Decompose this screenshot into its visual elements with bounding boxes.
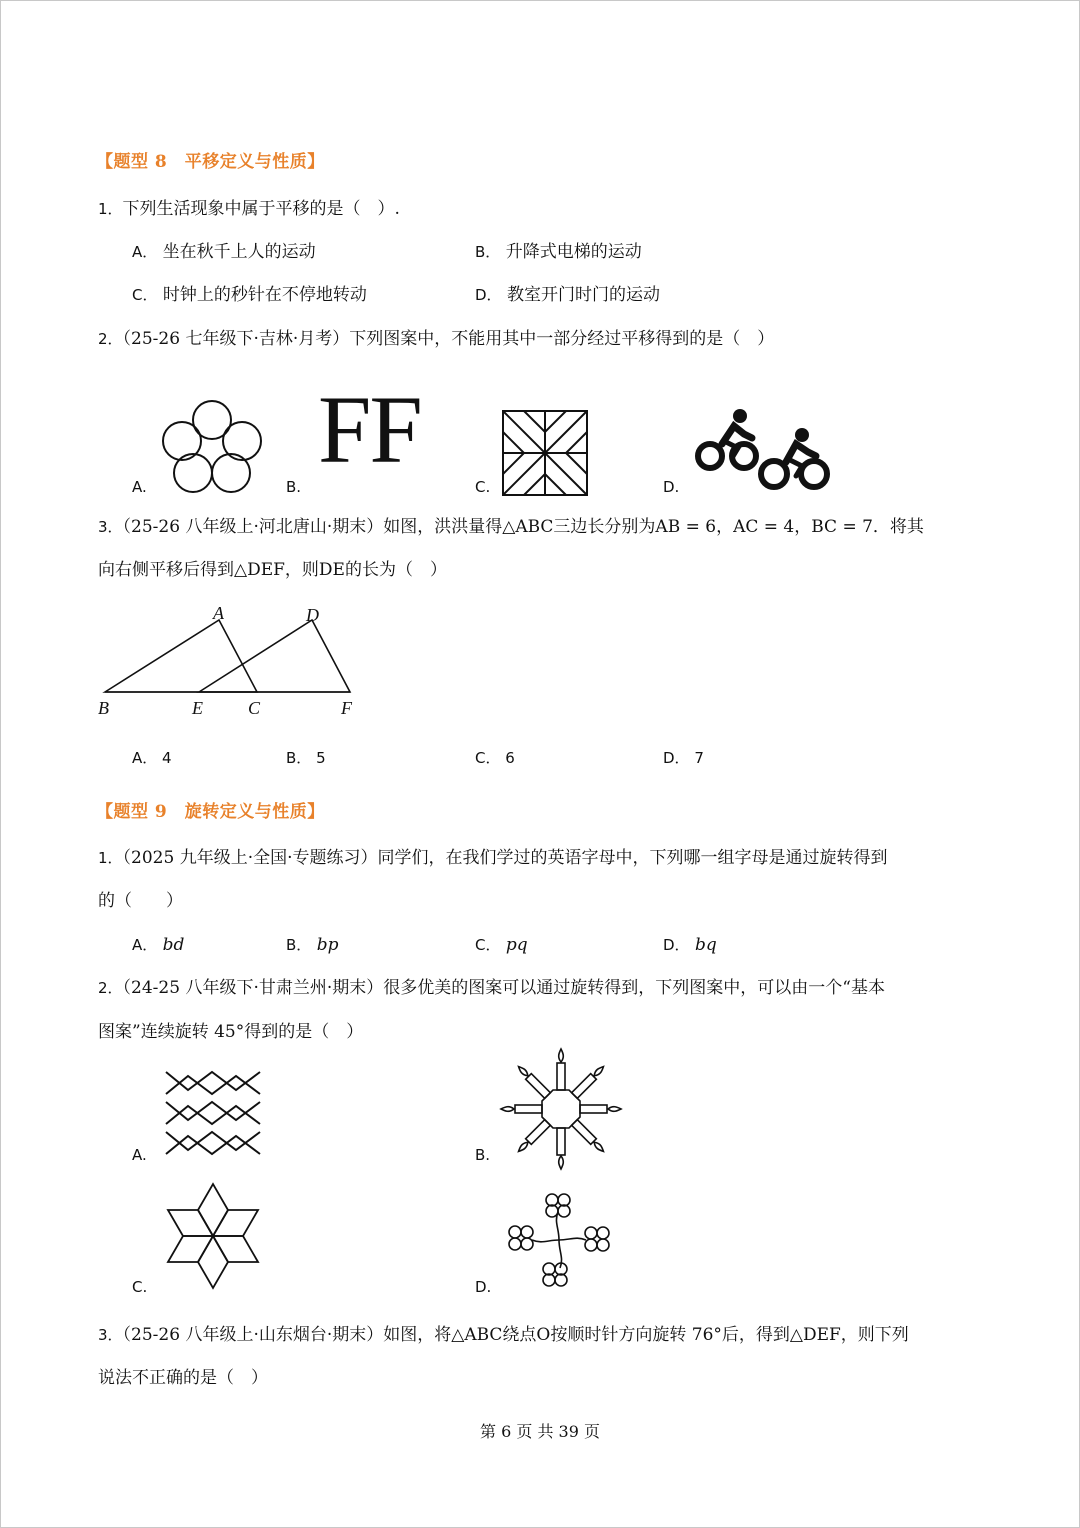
option-8-1-c: C． 时钟上的秒针在不停地转动 — [132, 285, 367, 305]
question-9-1-line1: 1．（2025 九年级上·全国·专题练习）同学们，在我们学过的英语字母中，下列哪一组字母是通过旋转得到 — [98, 848, 888, 868]
figure-six-rhombus-star — [160, 1180, 266, 1292]
option-8-1-d: D． 教室开门时门的运动 — [475, 285, 660, 305]
option-9-1-c: C． pq — [475, 935, 528, 955]
figure-ff-text: FF — [318, 376, 421, 483]
figure-candle-star — [502, 1050, 620, 1168]
question-8-1 — [98, 198, 400, 220]
label-point-d: D — [306, 605, 319, 625]
label-point-a: A — [213, 603, 224, 623]
option-9-2-a: A. — [132, 1146, 147, 1164]
figure-x-pattern — [502, 410, 588, 496]
section-8-title: 【题型 8 平移定义与性质】 — [96, 152, 325, 172]
question-9-2-line1: 2．（24-25 八年级下·甘肃兰州·期末）很多优美的图案可以通过旋转得到，下列图案中，可以由一个“基本 — [98, 978, 885, 998]
figure-clover-pattern — [502, 1188, 616, 1292]
option-9-1-b: B． bp — [286, 935, 339, 955]
page-footer: 第 6 页 共 39 页 — [480, 1422, 600, 1441]
question-8-3-line2: 向右侧平移后得到△DEF，则DE的长为（ ） — [98, 560, 447, 580]
label-point-f: F — [341, 698, 352, 718]
section-9-title: 【题型 9 旋转定义与性质】 — [96, 802, 325, 822]
figure-zigzag-bands — [160, 1064, 268, 1166]
question-9-3-line1: 3．（25-26 八年级上·山东烟台·期末）如图，将△ABC绕点O按顺时针方向旋转 76°后，得到△DEF，则下列 — [98, 1325, 909, 1345]
label-point-c: C — [248, 698, 261, 718]
option-8-3-b: B． 5 — [286, 749, 326, 767]
question-9-1-line2: 的（ ） — [98, 891, 183, 911]
question-stem: 下列生活现象中属于平移的是（ ）. — [122, 199, 400, 219]
label-point-e: E — [192, 698, 203, 718]
option-8-2-a: A. — [132, 478, 147, 496]
question-8-2: 2．（25-26 七年级下·吉林·月考）下列图案中，不能用其中一部分经过平移得到的是（ ） — [98, 329, 775, 349]
label-point-b: B — [98, 698, 109, 718]
option-8-3-c: C． 6 — [475, 749, 515, 767]
option-9-2-d: D. — [475, 1278, 492, 1296]
option-8-2-b: B. — [286, 478, 302, 496]
option-8-2-d: D. — [663, 478, 680, 496]
option-9-1-a: A． bd — [132, 935, 185, 955]
question-8-3-line1: 3．（25-26 八年级上·河北唐山·期末）如图，洪洪量得△ABC三边长分别为AB = 6，AC = 4，BC = 7．将其 — [98, 517, 924, 537]
question-stem: （25-26 七年级下·吉林·月考）下列图案中，不能用其中一部分经过平移得到的是（ ） — [122, 329, 775, 349]
question-9-3-line2: 说法不正确的是（ ） — [98, 1368, 268, 1388]
option-8-3-d: D． 7 — [663, 749, 704, 767]
figure-cyclists — [692, 404, 834, 496]
option-8-2-c: C. — [475, 478, 491, 496]
option-9-2-c: C. — [132, 1278, 148, 1296]
option-8-1-a: A． 坐在秋千上人的运动 — [132, 242, 316, 262]
figure-translated-triangles — [95, 602, 365, 722]
question-9-2-line2: 图案”连续旋转 45°得到的是（ ） — [98, 1022, 364, 1042]
figure-five-circles — [160, 398, 264, 498]
option-9-2-b: B. — [475, 1146, 491, 1164]
question-number: 1． — [98, 200, 123, 218]
option-9-1-d: D． bq — [663, 935, 717, 955]
option-8-1-b: B． 升降式电梯的运动 — [475, 242, 642, 262]
option-8-3-a: A． 4 — [132, 749, 172, 767]
